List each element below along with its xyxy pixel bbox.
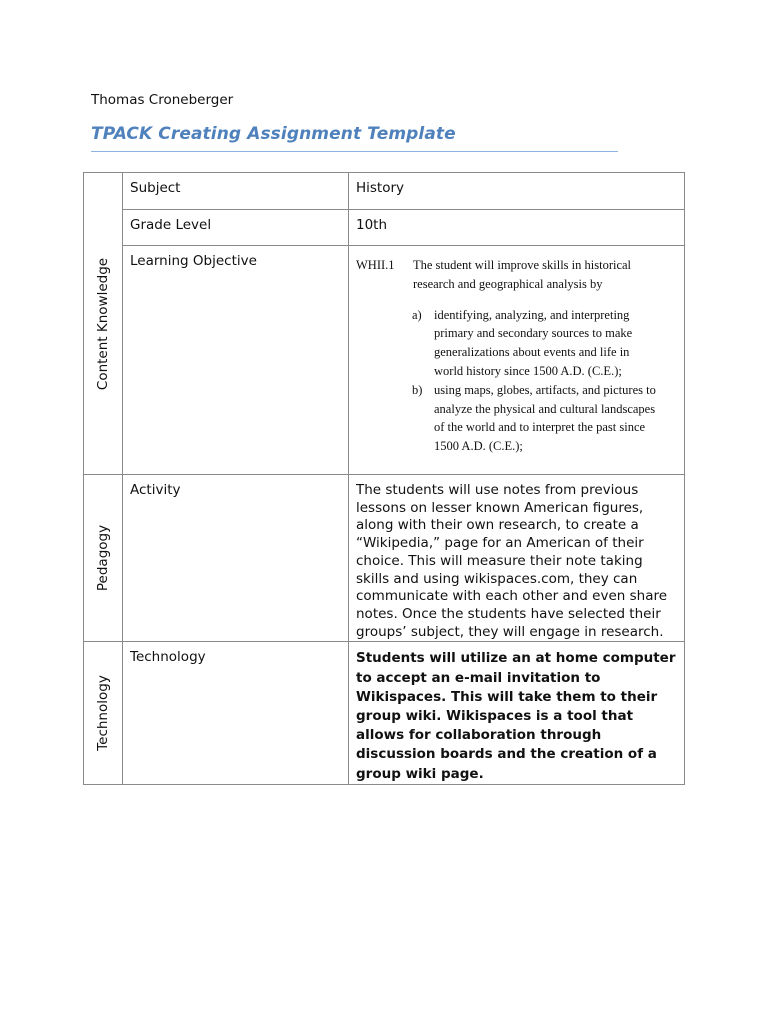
objective-intro-line: The student will improve skills in historical <box>413 258 632 272</box>
subject-value: History <box>349 173 685 210</box>
document-title: TPACK Creating Assignment Template <box>91 124 456 144</box>
list-item-line: primary and secondary sources to make <box>434 326 633 341</box>
list-marker: a) <box>412 307 422 322</box>
grade-level-value: 10th <box>349 210 685 246</box>
table-row-activity <box>84 475 685 642</box>
table-row-technology <box>84 642 685 784</box>
activity-value: The students will use notes from previous lessons on lesser known American figures, along with their own research, to create a “Wikipedia,” page for an American of their choice. This will measure their note taking skills and using wikispaces.com, they can communicate with each other and even share notes. Once the students have selected their groups’ subject, they will engage in research. <box>349 475 685 642</box>
activity-label: Activity <box>123 475 349 642</box>
category-pedagogy <box>84 475 123 642</box>
list-marker: b) <box>412 382 423 397</box>
standard-code: WHII.1 <box>356 258 395 272</box>
list-item <box>356 381 678 456</box>
technology-value: Students will utilize an at home computer to accept an e-mail invitation to Wikispaces. This will take them to their group wiki. Wikispaces is a tool that allows for collaboration through discussion boards and the creation of a group wiki page. <box>349 642 685 784</box>
author-name: Thomas Croneberger <box>91 92 234 108</box>
list-item-line: using maps, globes, artifacts, and pictures to <box>434 382 656 397</box>
category-label: Technology <box>95 675 111 751</box>
list-item <box>356 306 678 381</box>
list-item-line: 1500 A.D. (C.E.); <box>434 439 523 454</box>
list-item-line: of the world and to interpret the past since <box>434 420 646 435</box>
objective-list <box>356 306 678 456</box>
table-row-subject <box>84 173 685 210</box>
grade-level-label: Grade Level <box>123 210 349 246</box>
list-item-line: world history since 1500 A.D. (C.E.); <box>434 363 622 378</box>
learning-objective-value <box>349 246 685 475</box>
category-technology <box>84 642 123 784</box>
category-label: Pedagogy <box>95 525 111 592</box>
list-item-line: analyze the physical and cultural landscapes <box>434 401 656 416</box>
tpack-table <box>83 172 685 785</box>
list-item-line: identifying, analyzing, and interpreting <box>434 307 630 322</box>
category-content-knowledge <box>84 173 123 475</box>
category-label: Content Knowledge <box>95 257 111 390</box>
learning-objective-label: Learning Objective <box>123 246 349 475</box>
list-item-line: generalizations about events and life in <box>434 345 630 360</box>
table-row-grade <box>84 210 685 246</box>
title-underline <box>91 151 618 152</box>
objective-intro-line: research and geographical analysis by <box>413 276 603 291</box>
table-row-objective <box>84 246 685 475</box>
technology-label: Technology <box>123 642 349 784</box>
subject-label: Subject <box>123 173 349 210</box>
